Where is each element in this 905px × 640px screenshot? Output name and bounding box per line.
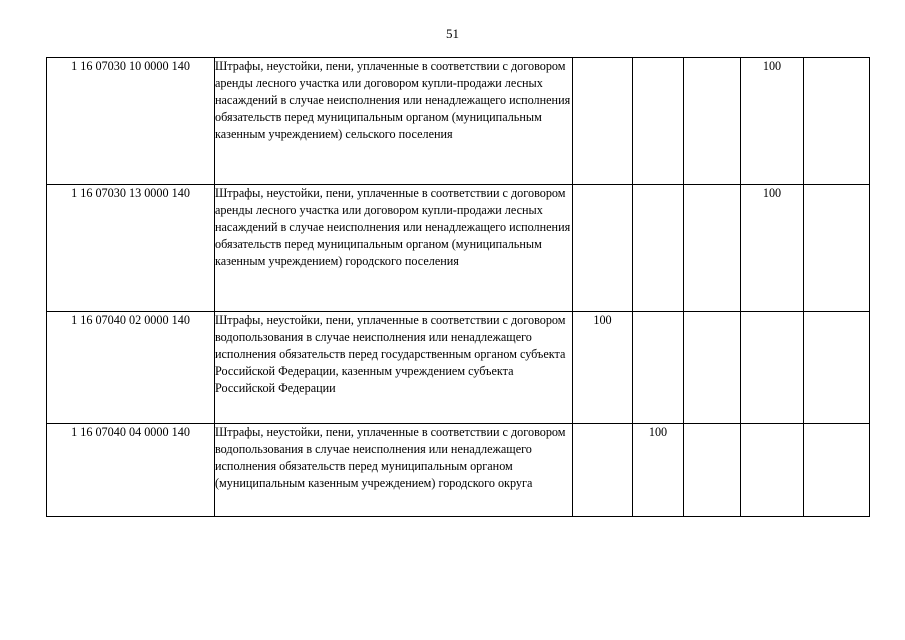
page-number: 51 — [446, 26, 459, 41]
value-cell: 100 — [741, 185, 804, 312]
table-row — [47, 185, 870, 312]
description-cell: Штрафы, неустойки, пени, уплаченные в соответствии с договором водопользования в случае неисполнения или ненадлежащего исполнения обязательств перед государственным органом субъекта Российской Федерации, казенным учреждением субъекта Российской Федерации — [215, 312, 573, 424]
value-cell — [684, 58, 741, 185]
value-cell — [633, 185, 684, 312]
value-cell: 100 — [741, 58, 804, 185]
value-cell — [684, 424, 741, 517]
value-cell — [804, 58, 870, 185]
value-cell — [741, 424, 804, 517]
table-row — [47, 58, 870, 185]
table-row — [47, 424, 870, 517]
value-cell: 100 — [633, 424, 684, 517]
value-cell — [633, 58, 684, 185]
value-cell — [684, 185, 741, 312]
kbk-code-cell: 1 16 07030 13 0000 140 — [47, 185, 215, 312]
value-cell — [741, 312, 804, 424]
value-cell — [804, 185, 870, 312]
value-cell — [573, 185, 633, 312]
value-cell: 100 — [573, 312, 633, 424]
description-cell: Штрафы, неустойки, пени, уплаченные в соответствии с договором аренды лесного участка или договором купли-продажи лесных насаждений в случае неисполнения или ненадлежащего исполнения обязательств перед муниципальным органом (муниципальным казенным учреждением) сельского поселения — [215, 58, 573, 185]
value-cell — [804, 424, 870, 517]
value-cell — [573, 424, 633, 517]
kbk-code-cell: 1 16 07040 02 0000 140 — [47, 312, 215, 424]
value-cell — [804, 312, 870, 424]
kbk-code-cell: 1 16 07040 04 0000 140 — [47, 424, 215, 517]
revenue-codes-table — [46, 57, 870, 517]
value-cell — [684, 312, 741, 424]
value-cell — [633, 312, 684, 424]
table-row — [47, 312, 870, 424]
description-cell: Штрафы, неустойки, пени, уплаченные в соответствии с договором водопользования в случае неисполнения или ненадлежащего исполнения обязательств перед муниципальным органом (муниципальным казенным учреждением) городского округа — [215, 424, 573, 517]
value-cell — [573, 58, 633, 185]
description-cell: Штрафы, неустойки, пени, уплаченные в соответствии с договором аренды лесного участка или договором купли-продажи лесных насаждений в случае неисполнения или ненадлежащего исполнения обязательств перед муниципальным органом (муниципальным казенным учреждением) городского поселения — [215, 185, 573, 312]
kbk-code-cell: 1 16 07030 10 0000 140 — [47, 58, 215, 185]
